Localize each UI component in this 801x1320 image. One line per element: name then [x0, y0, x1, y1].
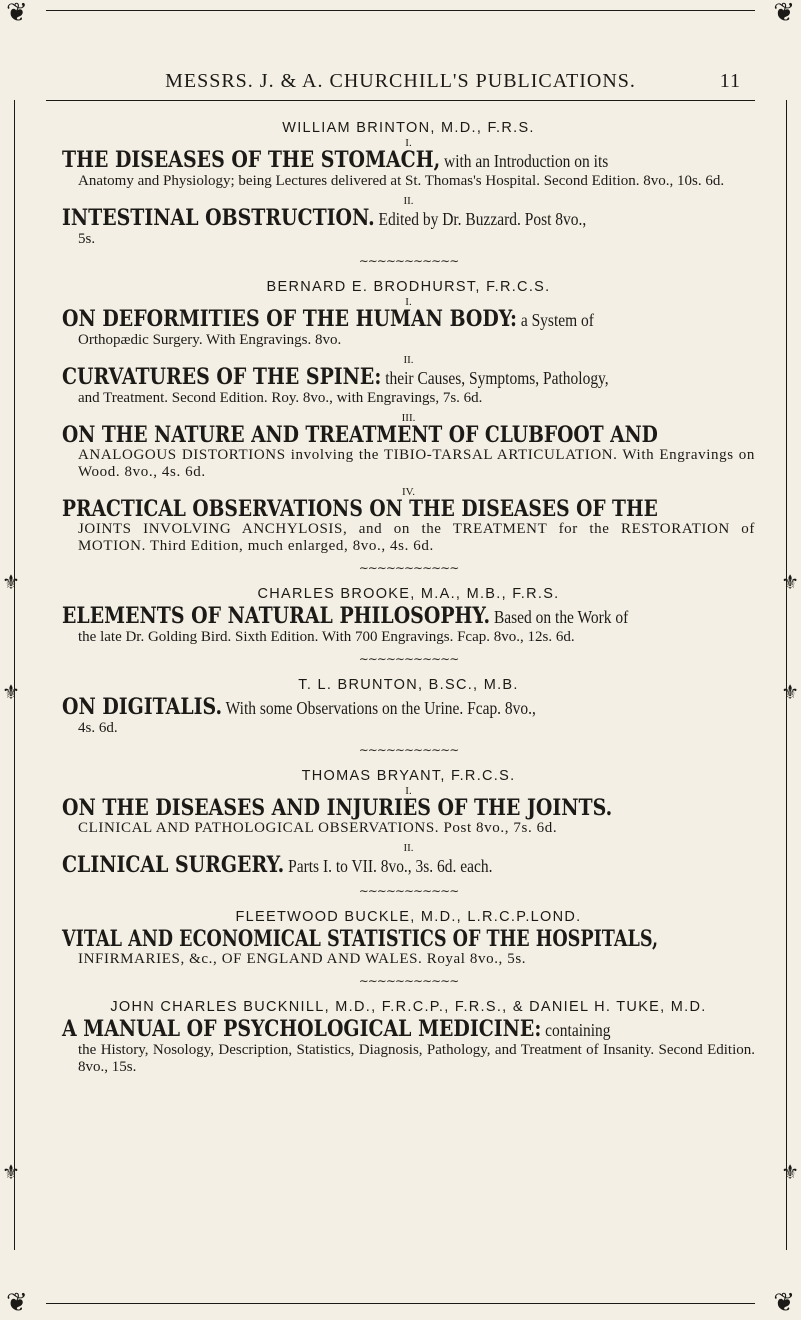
book-description: ANALOGOUS DISTORTIONS involving the TIBIO-TARSAL ARTICULATION. With Engravings on Wood. 8vo., 4s. 6d.	[78, 447, 755, 480]
book-title: ON THE DISEASES AND INJURIES OF THE JOINTS.	[62, 795, 613, 821]
entry-number: III.	[401, 412, 416, 424]
book-title: ON DEFORMITIES OF THE HUMAN BODY:	[62, 306, 517, 332]
book-entry	[62, 843, 755, 878]
book-description: the late Dr. Golding Bird. Sixth Edition. With 700 Engravings. Fcap. 8vo., 12s. 6d.	[78, 629, 575, 645]
book-title-line	[62, 604, 658, 629]
section-divider: ∼∼∼∼∼∼∼∼∼∼∼	[358, 974, 459, 988]
book-title: ON THE NATURE AND TREATMENT OF CLUBFOOT AND	[62, 422, 658, 448]
book-title: CLINICAL SURGERY.	[62, 852, 285, 878]
book-description: 5s.	[78, 231, 96, 247]
section-divider: ∼∼∼∼∼∼∼∼∼∼∼	[358, 884, 459, 898]
author-heading: FLEETWOOD BUCKLE, M.D., L.R.C.P.LOND.	[235, 909, 582, 925]
book-title-line	[62, 926, 659, 952]
section-divider: ∼∼∼∼∼∼∼∼∼∼∼	[358, 652, 459, 666]
header-rule	[46, 100, 755, 101]
book-subtitle: Edited by Dr. Buzzard. Post 8vo.,	[374, 209, 587, 229]
author-heading: THOMAS BRYANT, F.R.C.S.	[301, 768, 516, 784]
corner-ornament-icon: ❦	[6, 1288, 28, 1317]
book-entry	[62, 413, 755, 481]
page-header	[60, 70, 741, 93]
section-divider: ∼∼∼∼∼∼∼∼∼∼∼	[358, 561, 459, 575]
book-title-line	[62, 695, 658, 720]
book-title-line	[62, 365, 658, 390]
book-title: THE DISEASES OF THE STOMACH,	[62, 147, 441, 173]
book-title-line	[62, 1017, 658, 1042]
book-entry	[62, 695, 755, 737]
book-subtitle: containing	[541, 1020, 611, 1040]
entry-number: II.	[403, 842, 414, 854]
book-entry	[62, 1017, 755, 1076]
book-description: INFIRMARIES, &c., OF ENGLAND AND WALES. Royal 8vo., 5s.	[78, 951, 527, 967]
book-title: A MANUAL OF PSYCHOLOGICAL MEDICINE:	[62, 1016, 542, 1042]
side-ornament-icon: ⚜	[781, 682, 799, 704]
corner-ornament-icon: ❦	[773, 0, 795, 27]
author-heading: T. L. BRUNTON, B.SC., M.B.	[298, 677, 519, 693]
bottom-rule	[46, 1303, 755, 1304]
book-entry	[62, 297, 755, 349]
book-entry	[62, 604, 755, 646]
catalogue-listing	[62, 120, 755, 1082]
book-title-line	[62, 796, 658, 820]
corner-ornament-icon: ❦	[6, 0, 28, 27]
book-title: INTESTINAL OBSTRUCTION.	[62, 205, 375, 231]
author-heading: WILLIAM BRINTON, M.D., F.R.S.	[282, 120, 535, 136]
book-title-line	[62, 853, 658, 878]
book-entry	[62, 927, 755, 968]
top-rule	[46, 10, 755, 11]
book-title: CURVATURES OF THE SPINE:	[62, 364, 382, 390]
book-entry	[62, 138, 755, 190]
page-number: 11	[719, 70, 741, 92]
side-ornament-icon: ⚜	[2, 1162, 20, 1184]
book-subtitle: a System of	[516, 310, 594, 330]
book-subtitle: With some Observations on the Urine. Fcap. 8vo.,	[222, 698, 536, 718]
side-ornament-icon: ⚜	[2, 572, 20, 594]
book-subtitle: their Causes, Symptoms, Pathology,	[381, 368, 609, 388]
entry-number: I.	[405, 296, 412, 308]
book-title: PRACTICAL OBSERVATIONS ON THE DISEASES OF THE	[62, 496, 658, 522]
corner-ornament-icon: ❦	[773, 1288, 795, 1317]
author-heading: CHARLES BROOKE, M.A., M.B., F.R.S.	[257, 586, 560, 602]
book-description: and Treatment. Second Edition. Roy. 8vo., with Engravings, 7s. 6d.	[78, 390, 483, 406]
left-rule	[14, 100, 15, 1250]
page-title: MESSRS. J. & A. CHURCHILL'S PUBLICATIONS.	[165, 70, 636, 92]
book-description: Anatomy and Physiology; being Lectures delivered at St. Thomas's Hospital. Second Edition. 8vo., 10s. 6d.	[78, 173, 725, 189]
side-ornament-icon: ⚜	[781, 572, 799, 594]
book-title: ELEMENTS OF NATURAL PHILOSOPHY.	[62, 603, 491, 629]
book-entry	[62, 487, 755, 555]
side-ornament-icon: ⚜	[781, 1162, 799, 1184]
side-ornament-icon: ⚜	[2, 682, 20, 704]
right-rule	[786, 100, 787, 1250]
book-title-line	[62, 307, 658, 332]
entry-number: I.	[405, 137, 412, 149]
book-subtitle: Based on the Work of	[490, 607, 629, 627]
section-divider: ∼∼∼∼∼∼∼∼∼∼∼	[358, 254, 459, 268]
book-entry	[62, 196, 755, 248]
author-heading: JOHN CHARLES BUCKNILL, M.D., F.R.C.P., F.R.S., & DANIEL H. TUKE, M.D.	[110, 999, 707, 1015]
entry-number: II.	[403, 195, 414, 207]
book-title-line	[62, 148, 658, 173]
book-description: Orthopædic Surgery. With Engravings. 8vo.	[78, 332, 342, 348]
book-title: ON DIGITALIS.	[62, 694, 223, 720]
section-divider: ∼∼∼∼∼∼∼∼∼∼∼	[358, 743, 459, 757]
entry-number: I.	[405, 785, 412, 797]
book-entry	[62, 355, 755, 407]
book-subtitle: with an Introduction on its	[440, 151, 609, 171]
entry-number: II.	[403, 354, 414, 366]
book-subtitle: Parts I. to VII. 8vo., 3s. 6d. each.	[284, 856, 493, 876]
book-description: 4s. 6d.	[78, 720, 118, 736]
book-description: CLINICAL AND PATHOLOGICAL OBSERVATIONS. Post 8vo., 7s. 6d.	[78, 820, 558, 836]
book-title-line	[62, 496, 658, 522]
book-entry	[62, 786, 755, 837]
book-title-line	[62, 206, 658, 231]
book-title: VITAL AND ECONOMICAL STATISTICS OF THE HOSPITALS,	[62, 926, 659, 952]
book-description: JOINTS INVOLVING ANCHYLOSIS, and on the TREATMENT for the RESTORATION of MOTION. Third Edition, much enlarged, 8vo., 4s. 6d.	[78, 521, 755, 554]
author-heading: BERNARD E. BRODHURST, F.R.C.S.	[266, 279, 551, 295]
entry-number: IV.	[402, 486, 415, 498]
book-description: the History, Nosology, Description, Statistics, Diagnosis, Pathology, and Treatment of Insanity. Second Edition. 8vo., 15s.	[78, 1042, 755, 1075]
book-title-line	[62, 422, 658, 448]
